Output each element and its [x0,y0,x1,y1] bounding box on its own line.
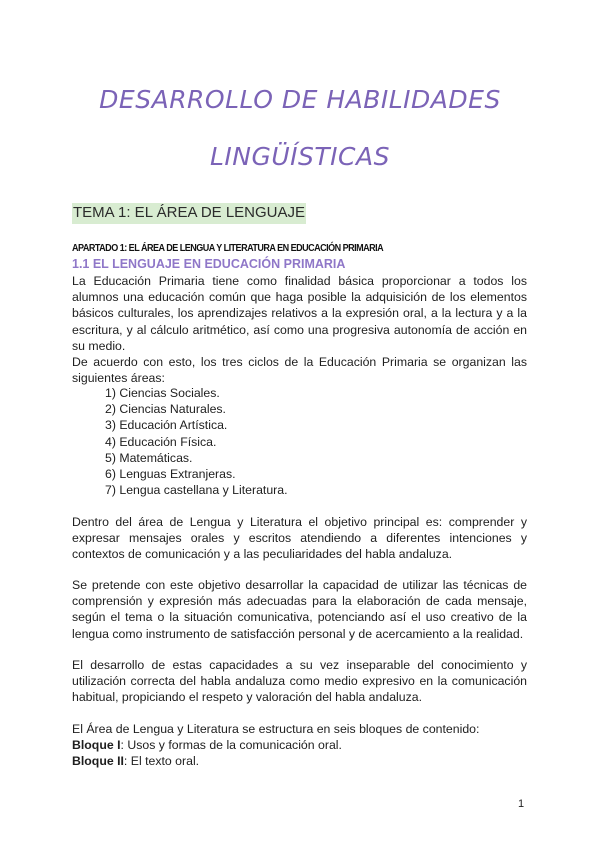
list-item: 2) Ciencias Naturales. [105,402,226,417]
bloque-label: Bloque II [72,754,124,768]
bloque-text: : El texto oral. [123,754,200,768]
list-item: 5) Matemáticas. [105,450,193,465]
list-item: 7) Lengua castellana y Literatura. [105,483,288,498]
section-subheading: 1.1 EL LENGUAJE EN EDUCACIÓN PRIMARIA [72,257,346,271]
list-item: 3) Educación Artística. [105,418,228,433]
list-item: 1) Ciencias Sociales. [105,386,220,400]
document-title-line1: DESARROLLO DE HABILIDADES [99,85,501,114]
apartado-heading: APARTADO 1: EL ÁREA DE LENGUA Y LITERATURA EN EDUCACIÓN PRIMARIA [72,242,384,254]
list-item: 6) Lenguas Extranjeras. [105,467,236,482]
bloque-item-2 [72,753,199,769]
paragraph-3: Dentro del área de Lengua y Literatura el objetivo principal es: comprender y expresar mensajes orales y escritos atendiendo a diferentes intenciones y contextos de comunicación y a las peculiaridades del habla andaluza. [72,515,527,562]
paragraph-5: El desarrollo de estas capacidades a su vez inseparable del conocimiento y utilización correcta del habla andaluza como medio expresivo en la comunicación habitual, propiciando el respeto y valoración del habla andaluza. [72,658,527,705]
paragraph-1: La Educación Primaria tiene como finalidad básica proporcionar a todos los alumnos una educación común que haga posible la adquisición de los elementos básicos culturales, los aprendizajes relativos a la expresión oral, a la lectura y a la escritura, y al cálculo aritmético, así como una progresiva autonomía de acción en su medio. [72,274,527,353]
page-number: 1 [518,798,525,810]
areas-list [105,385,288,498]
tema-heading: TEMA 1: EL ÁREA DE LENGUAJE [72,203,306,224]
document-title-line2: LINGÜÍSTICAS [210,142,390,171]
paragraph-6: El Área de Lengua y Literatura se estructura en seis bloques de contenido: [72,722,480,736]
bloque-label: Bloque I [72,738,121,752]
bloque-item-1 [72,737,342,753]
bloque-text: : Usos y formas de la comunicación oral. [120,738,342,752]
paragraph-4: Se pretende con este objetivo desarrollar la capacidad de utilizar las técnicas de comprensión y expresión más adecuadas para la elaboración de cada mensaje, según el tema o la situación comunicativa, potenciando así el uso creativo de la lengua como instrumento de satisfacción personal y de acercamiento a la realidad. [72,578,527,641]
list-item: 4) Educación Física. [105,434,217,449]
paragraph-2: De acuerdo con esto, los tres ciclos de la Educación Primaria se organizan las siguientes áreas: [72,355,527,386]
